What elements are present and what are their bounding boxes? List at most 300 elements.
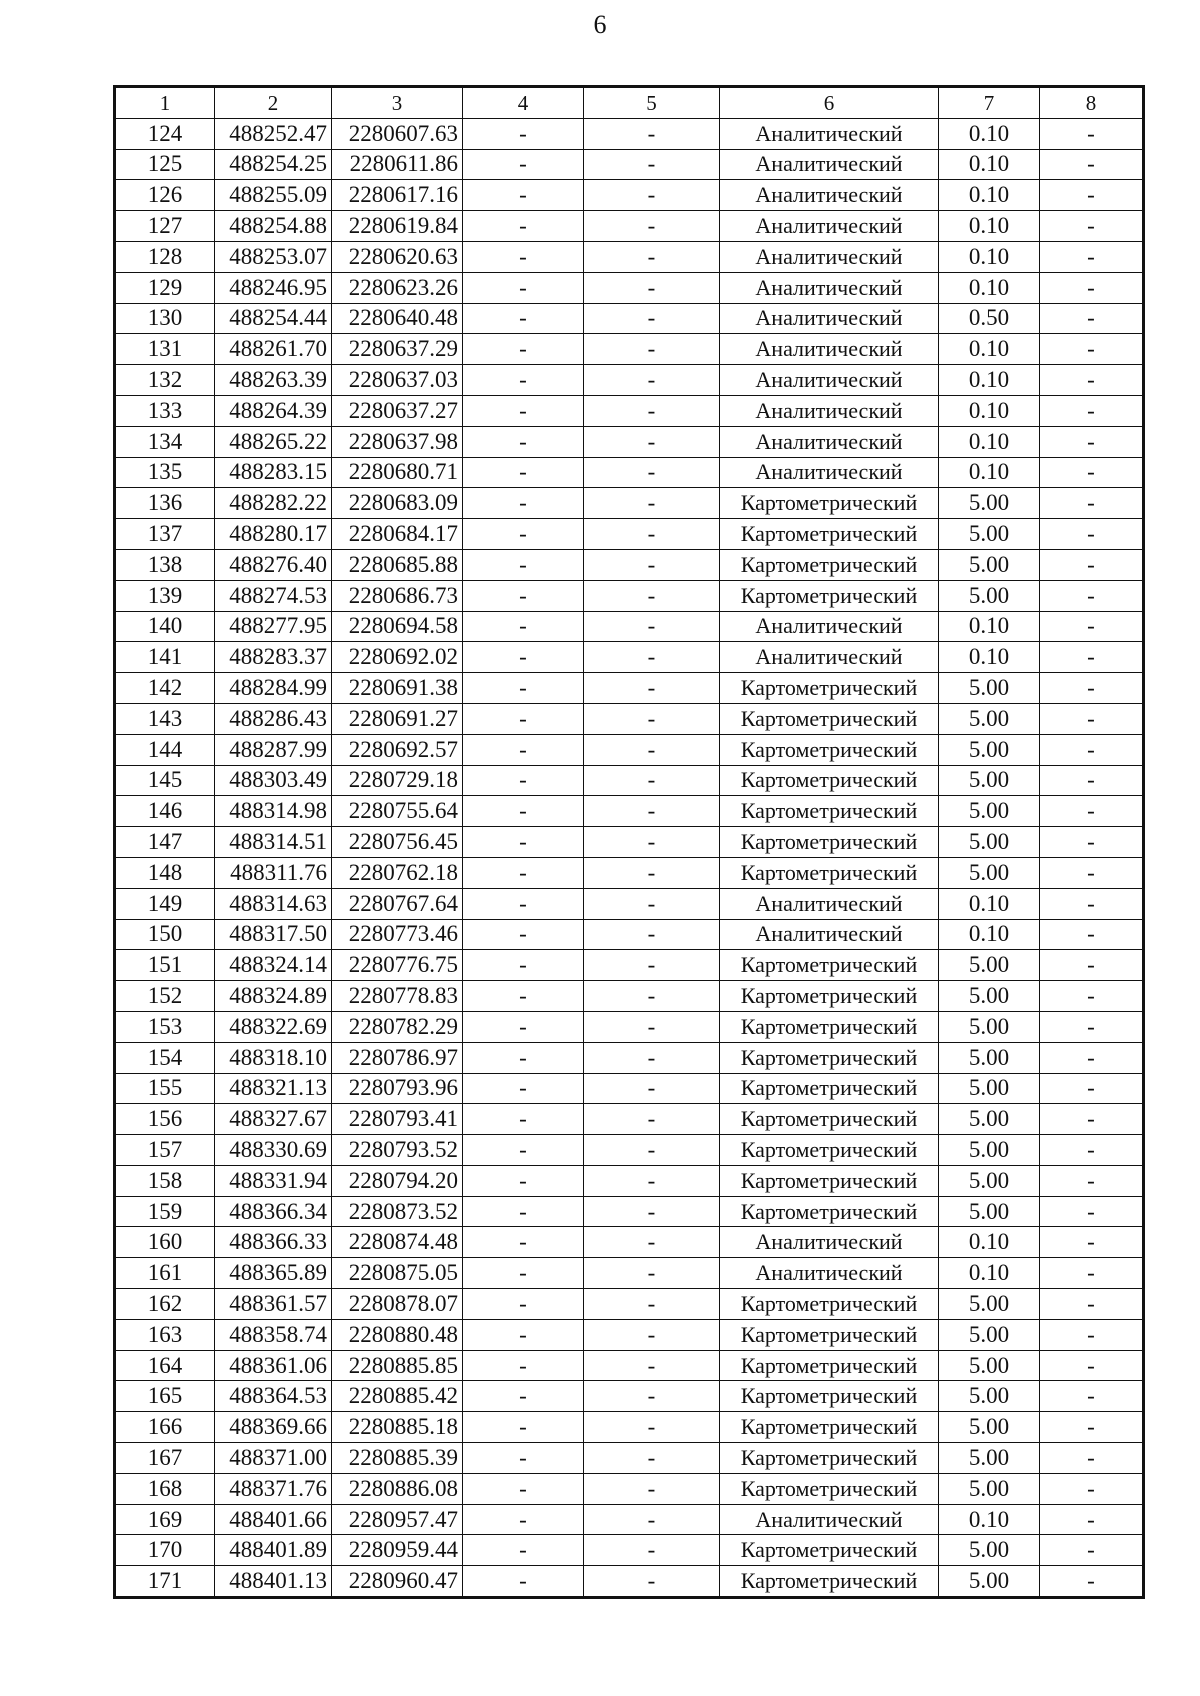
- coordinate-y-cell: 2280782.29: [332, 1011, 463, 1042]
- coordinate-x-cell: 488324.14: [215, 950, 332, 981]
- coordinate-y-cell: 2280793.96: [332, 1073, 463, 1104]
- method-cell: Картометрический: [720, 703, 939, 734]
- accuracy-cell: 5.00: [939, 549, 1040, 580]
- point-number-cell: 132: [115, 365, 215, 396]
- column-5-cell: -: [584, 1258, 720, 1289]
- accuracy-cell: 5.00: [939, 796, 1040, 827]
- column-5-cell: -: [584, 765, 720, 796]
- table-row: [115, 1566, 1144, 1598]
- coordinate-y-cell: 2280611.86: [332, 149, 463, 180]
- accuracy-cell: 0.10: [939, 118, 1040, 149]
- coordinate-x-cell: 488254.88: [215, 211, 332, 242]
- column-5-cell: -: [584, 1135, 720, 1166]
- point-number-cell: 143: [115, 703, 215, 734]
- accuracy-cell: 0.10: [939, 241, 1040, 272]
- column-header-2: 2: [215, 87, 332, 119]
- column-5-cell: -: [584, 611, 720, 642]
- coordinate-y-cell: 2280607.63: [332, 118, 463, 149]
- column-8-cell: -: [1040, 395, 1144, 426]
- accuracy-cell: 5.00: [939, 1412, 1040, 1443]
- coordinate-x-cell: 488371.76: [215, 1473, 332, 1504]
- table-row: [115, 365, 1144, 396]
- column-8-cell: -: [1040, 1104, 1144, 1135]
- coordinate-x-cell: 488311.76: [215, 857, 332, 888]
- column-5-cell: -: [584, 488, 720, 519]
- coordinate-y-cell: 2280623.26: [332, 272, 463, 303]
- coordinate-y-cell: 2280959.44: [332, 1535, 463, 1566]
- method-cell: Картометрический: [720, 857, 939, 888]
- accuracy-cell: 5.00: [939, 1350, 1040, 1381]
- table-row: [115, 673, 1144, 704]
- accuracy-cell: 0.10: [939, 211, 1040, 242]
- method-cell: Аналитический: [720, 395, 939, 426]
- column-5-cell: -: [584, 673, 720, 704]
- table-row: [115, 1443, 1144, 1474]
- column-8-cell: -: [1040, 1258, 1144, 1289]
- point-number-cell: 142: [115, 673, 215, 704]
- method-cell: Аналитический: [720, 1227, 939, 1258]
- table-row: [115, 149, 1144, 180]
- header-row: [115, 87, 1144, 119]
- column-4-cell: -: [463, 1011, 584, 1042]
- point-number-cell: 154: [115, 1042, 215, 1073]
- coordinate-x-cell: 488401.13: [215, 1566, 332, 1598]
- column-5-cell: -: [584, 1042, 720, 1073]
- table-row: [115, 1473, 1144, 1504]
- method-cell: Аналитический: [720, 334, 939, 365]
- table-row: [115, 1011, 1144, 1042]
- method-cell: Картометрический: [720, 580, 939, 611]
- column-8-cell: -: [1040, 149, 1144, 180]
- coordinate-x-cell: 488401.89: [215, 1535, 332, 1566]
- coordinate-x-cell: 488280.17: [215, 519, 332, 550]
- coordinate-x-cell: 488361.57: [215, 1289, 332, 1320]
- table-row: [115, 1258, 1144, 1289]
- coordinate-y-cell: 2280776.75: [332, 950, 463, 981]
- column-header-4: 4: [463, 87, 584, 119]
- method-cell: Картометрический: [720, 1412, 939, 1443]
- point-number-cell: 155: [115, 1073, 215, 1104]
- column-8-cell: -: [1040, 457, 1144, 488]
- method-cell: Аналитический: [720, 241, 939, 272]
- column-4-cell: -: [463, 580, 584, 611]
- column-4-cell: -: [463, 1289, 584, 1320]
- coordinate-y-cell: 2280957.47: [332, 1504, 463, 1535]
- point-number-cell: 139: [115, 580, 215, 611]
- method-cell: Аналитический: [720, 365, 939, 396]
- method-cell: Картометрический: [720, 765, 939, 796]
- column-4-cell: -: [463, 149, 584, 180]
- method-cell: Картометрический: [720, 1319, 939, 1350]
- column-5-cell: -: [584, 1073, 720, 1104]
- method-cell: Картометрический: [720, 1566, 939, 1598]
- method-cell: Аналитический: [720, 919, 939, 950]
- point-number-cell: 141: [115, 642, 215, 673]
- accuracy-cell: 0.10: [939, 888, 1040, 919]
- coordinate-x-cell: 488263.39: [215, 365, 332, 396]
- coordinate-x-cell: 488277.95: [215, 611, 332, 642]
- column-8-cell: -: [1040, 1289, 1144, 1320]
- method-cell: Картометрический: [720, 673, 939, 704]
- method-cell: Аналитический: [720, 211, 939, 242]
- method-cell: Картометрический: [720, 549, 939, 580]
- coordinate-x-cell: 488286.43: [215, 703, 332, 734]
- column-4-cell: -: [463, 611, 584, 642]
- coordinate-y-cell: 2280691.27: [332, 703, 463, 734]
- coordinate-y-cell: 2280637.98: [332, 426, 463, 457]
- column-4-cell: -: [463, 1165, 584, 1196]
- point-number-cell: 126: [115, 180, 215, 211]
- column-8-cell: -: [1040, 1566, 1144, 1598]
- coordinate-y-cell: 2280885.39: [332, 1443, 463, 1474]
- accuracy-cell: 5.00: [939, 981, 1040, 1012]
- accuracy-cell: 0.10: [939, 1504, 1040, 1535]
- method-cell: Аналитический: [720, 272, 939, 303]
- column-8-cell: -: [1040, 241, 1144, 272]
- coordinate-y-cell: 2280786.97: [332, 1042, 463, 1073]
- column-4-cell: -: [463, 1104, 584, 1135]
- table-row: [115, 549, 1144, 580]
- coordinate-x-cell: 488369.66: [215, 1412, 332, 1443]
- column-4-cell: -: [463, 303, 584, 334]
- column-8-cell: -: [1040, 1011, 1144, 1042]
- table-row: [115, 457, 1144, 488]
- point-number-cell: 144: [115, 734, 215, 765]
- accuracy-cell: 0.10: [939, 149, 1040, 180]
- column-8-cell: -: [1040, 211, 1144, 242]
- table-row: [115, 888, 1144, 919]
- coordinate-y-cell: 2280874.48: [332, 1227, 463, 1258]
- coordinate-y-cell: 2280640.48: [332, 303, 463, 334]
- column-4-cell: -: [463, 1443, 584, 1474]
- point-number-cell: 133: [115, 395, 215, 426]
- accuracy-cell: 0.10: [939, 426, 1040, 457]
- column-8-cell: -: [1040, 1535, 1144, 1566]
- method-cell: Картометрический: [720, 1042, 939, 1073]
- column-4-cell: -: [463, 1073, 584, 1104]
- accuracy-cell: 5.00: [939, 734, 1040, 765]
- coordinate-x-cell: 488365.89: [215, 1258, 332, 1289]
- accuracy-cell: 5.00: [939, 1073, 1040, 1104]
- coordinate-x-cell: 488314.63: [215, 888, 332, 919]
- table-row: [115, 857, 1144, 888]
- column-4-cell: -: [463, 1042, 584, 1073]
- column-4-cell: -: [463, 488, 584, 519]
- accuracy-cell: 5.00: [939, 488, 1040, 519]
- column-8-cell: -: [1040, 1073, 1144, 1104]
- point-number-cell: 158: [115, 1165, 215, 1196]
- table-row: [115, 395, 1144, 426]
- method-cell: Аналитический: [720, 888, 939, 919]
- accuracy-cell: 5.00: [939, 827, 1040, 858]
- point-number-cell: 149: [115, 888, 215, 919]
- column-8-cell: -: [1040, 1135, 1144, 1166]
- coordinate-y-cell: 2280683.09: [332, 488, 463, 519]
- column-4-cell: -: [463, 1196, 584, 1227]
- accuracy-cell: 5.00: [939, 1319, 1040, 1350]
- coordinate-x-cell: 488254.25: [215, 149, 332, 180]
- coordinate-y-cell: 2280620.63: [332, 241, 463, 272]
- coordinate-x-cell: 488364.53: [215, 1381, 332, 1412]
- coordinate-x-cell: 488283.15: [215, 457, 332, 488]
- column-4-cell: -: [463, 519, 584, 550]
- table-body: [115, 118, 1144, 1597]
- column-5-cell: -: [584, 1381, 720, 1412]
- method-cell: Аналитический: [720, 457, 939, 488]
- column-8-cell: -: [1040, 1350, 1144, 1381]
- column-4-cell: -: [463, 673, 584, 704]
- column-5-cell: -: [584, 1196, 720, 1227]
- column-8-cell: -: [1040, 1042, 1144, 1073]
- coordinate-y-cell: 2280694.58: [332, 611, 463, 642]
- column-4-cell: -: [463, 1350, 584, 1381]
- column-8-cell: -: [1040, 519, 1144, 550]
- column-8-cell: -: [1040, 1473, 1144, 1504]
- table-row: [115, 1535, 1144, 1566]
- column-5-cell: -: [584, 180, 720, 211]
- coordinate-y-cell: 2280886.08: [332, 1473, 463, 1504]
- accuracy-cell: 0.10: [939, 1227, 1040, 1258]
- column-5-cell: -: [584, 1104, 720, 1135]
- column-5-cell: -: [584, 211, 720, 242]
- column-8-cell: -: [1040, 827, 1144, 858]
- column-4-cell: -: [463, 241, 584, 272]
- coordinate-x-cell: 488314.51: [215, 827, 332, 858]
- coordinate-x-cell: 488327.67: [215, 1104, 332, 1135]
- method-cell: Картометрический: [720, 1135, 939, 1166]
- accuracy-cell: 0.10: [939, 180, 1040, 211]
- point-number-cell: 131: [115, 334, 215, 365]
- coordinate-x-cell: 488321.13: [215, 1073, 332, 1104]
- point-number-cell: 152: [115, 981, 215, 1012]
- coordinate-y-cell: 2280794.20: [332, 1165, 463, 1196]
- point-number-cell: 161: [115, 1258, 215, 1289]
- column-5-cell: -: [584, 1473, 720, 1504]
- method-cell: Картометрический: [720, 1104, 939, 1135]
- coordinate-y-cell: 2280875.05: [332, 1258, 463, 1289]
- coordinate-y-cell: 2280684.17: [332, 519, 463, 550]
- column-8-cell: -: [1040, 1227, 1144, 1258]
- coordinate-x-cell: 488303.49: [215, 765, 332, 796]
- column-5-cell: -: [584, 241, 720, 272]
- point-number-cell: 150: [115, 919, 215, 950]
- point-number-cell: 137: [115, 519, 215, 550]
- method-cell: Аналитический: [720, 426, 939, 457]
- coordinate-x-cell: 488254.44: [215, 303, 332, 334]
- table-row: [115, 950, 1144, 981]
- column-8-cell: -: [1040, 180, 1144, 211]
- point-number-cell: 136: [115, 488, 215, 519]
- point-number-cell: 128: [115, 241, 215, 272]
- point-number-cell: 165: [115, 1381, 215, 1412]
- table-row: [115, 981, 1144, 1012]
- point-number-cell: 134: [115, 426, 215, 457]
- column-8-cell: -: [1040, 703, 1144, 734]
- table-row: [115, 1412, 1144, 1443]
- accuracy-cell: 0.10: [939, 611, 1040, 642]
- column-header-6: 6: [720, 87, 939, 119]
- column-header-7: 7: [939, 87, 1040, 119]
- column-5-cell: -: [584, 1227, 720, 1258]
- method-cell: Картометрический: [720, 1196, 939, 1227]
- column-8-cell: -: [1040, 272, 1144, 303]
- coordinate-x-cell: 488358.74: [215, 1319, 332, 1350]
- column-5-cell: -: [584, 272, 720, 303]
- coordinate-x-cell: 488265.22: [215, 426, 332, 457]
- column-5-cell: -: [584, 149, 720, 180]
- column-8-cell: -: [1040, 118, 1144, 149]
- column-4-cell: -: [463, 334, 584, 365]
- table-row: [115, 211, 1144, 242]
- coordinate-y-cell: 2280878.07: [332, 1289, 463, 1320]
- column-5-cell: -: [584, 519, 720, 550]
- table-row: [115, 1104, 1144, 1135]
- column-8-cell: -: [1040, 673, 1144, 704]
- point-number-cell: 138: [115, 549, 215, 580]
- column-4-cell: -: [463, 457, 584, 488]
- table-row: [115, 1165, 1144, 1196]
- column-5-cell: -: [584, 857, 720, 888]
- column-5-cell: -: [584, 334, 720, 365]
- column-5-cell: -: [584, 703, 720, 734]
- column-5-cell: -: [584, 580, 720, 611]
- column-5-cell: -: [584, 981, 720, 1012]
- accuracy-cell: 5.00: [939, 1042, 1040, 1073]
- column-5-cell: -: [584, 365, 720, 396]
- method-cell: Картометрический: [720, 519, 939, 550]
- coordinate-y-cell: 2280885.18: [332, 1412, 463, 1443]
- accuracy-cell: 5.00: [939, 673, 1040, 704]
- accuracy-cell: 5.00: [939, 1473, 1040, 1504]
- column-4-cell: -: [463, 365, 584, 396]
- column-8-cell: -: [1040, 642, 1144, 673]
- column-8-cell: -: [1040, 580, 1144, 611]
- column-5-cell: -: [584, 303, 720, 334]
- column-5-cell: -: [584, 827, 720, 858]
- coordinate-y-cell: 2280755.64: [332, 796, 463, 827]
- table-row: [115, 1289, 1144, 1320]
- column-4-cell: -: [463, 1135, 584, 1166]
- coordinate-x-cell: 488366.34: [215, 1196, 332, 1227]
- column-4-cell: -: [463, 1504, 584, 1535]
- coordinate-x-cell: 488274.53: [215, 580, 332, 611]
- coordinate-y-cell: 2280756.45: [332, 827, 463, 858]
- point-number-cell: 130: [115, 303, 215, 334]
- coordinate-y-cell: 2280793.52: [332, 1135, 463, 1166]
- column-4-cell: -: [463, 1566, 584, 1598]
- point-number-cell: 166: [115, 1412, 215, 1443]
- column-header-5: 5: [584, 87, 720, 119]
- table-row: [115, 827, 1144, 858]
- point-number-cell: 125: [115, 149, 215, 180]
- coordinate-x-cell: 488264.39: [215, 395, 332, 426]
- table-row: [115, 118, 1144, 149]
- accuracy-cell: 5.00: [939, 1196, 1040, 1227]
- method-cell: Аналитический: [720, 149, 939, 180]
- accuracy-cell: 5.00: [939, 950, 1040, 981]
- coordinate-y-cell: 2280692.02: [332, 642, 463, 673]
- column-header-1: 1: [115, 87, 215, 119]
- point-number-cell: 147: [115, 827, 215, 858]
- table-row: [115, 611, 1144, 642]
- column-4-cell: -: [463, 272, 584, 303]
- accuracy-cell: 0.10: [939, 272, 1040, 303]
- point-number-cell: 162: [115, 1289, 215, 1320]
- point-number-cell: 171: [115, 1566, 215, 1598]
- table-row: [115, 1381, 1144, 1412]
- coordinate-y-cell: 2280762.18: [332, 857, 463, 888]
- table-row: [115, 765, 1144, 796]
- column-4-cell: -: [463, 1227, 584, 1258]
- table-row: [115, 1319, 1144, 1350]
- point-number-cell: 156: [115, 1104, 215, 1135]
- column-4-cell: -: [463, 734, 584, 765]
- column-8-cell: -: [1040, 1196, 1144, 1227]
- accuracy-cell: 0.10: [939, 457, 1040, 488]
- method-cell: Аналитический: [720, 1258, 939, 1289]
- coordinate-x-cell: 488276.40: [215, 549, 332, 580]
- point-number-cell: 164: [115, 1350, 215, 1381]
- point-number-cell: 168: [115, 1473, 215, 1504]
- point-number-cell: 170: [115, 1535, 215, 1566]
- accuracy-cell: 0.10: [939, 919, 1040, 950]
- column-8-cell: -: [1040, 334, 1144, 365]
- column-8-cell: -: [1040, 950, 1144, 981]
- column-8-cell: -: [1040, 765, 1144, 796]
- coordinates-table: [113, 85, 1145, 1599]
- table-row: [115, 1073, 1144, 1104]
- table-row: [115, 334, 1144, 365]
- method-cell: Картометрический: [720, 796, 939, 827]
- method-cell: Картометрический: [720, 1289, 939, 1320]
- method-cell: Картометрический: [720, 1535, 939, 1566]
- accuracy-cell: 0.10: [939, 334, 1040, 365]
- column-8-cell: -: [1040, 1412, 1144, 1443]
- accuracy-cell: 5.00: [939, 1104, 1040, 1135]
- point-number-cell: 163: [115, 1319, 215, 1350]
- coordinate-x-cell: 488284.99: [215, 673, 332, 704]
- column-5-cell: -: [584, 919, 720, 950]
- method-cell: Аналитический: [720, 642, 939, 673]
- method-cell: Картометрический: [720, 981, 939, 1012]
- accuracy-cell: 5.00: [939, 703, 1040, 734]
- column-8-cell: -: [1040, 365, 1144, 396]
- table-row: [115, 488, 1144, 519]
- coordinate-x-cell: 488331.94: [215, 1165, 332, 1196]
- method-cell: Картометрический: [720, 1165, 939, 1196]
- column-5-cell: -: [584, 426, 720, 457]
- coordinate-y-cell: 2280619.84: [332, 211, 463, 242]
- point-number-cell: 151: [115, 950, 215, 981]
- coordinate-x-cell: 488246.95: [215, 272, 332, 303]
- coordinate-x-cell: 488282.22: [215, 488, 332, 519]
- column-4-cell: -: [463, 703, 584, 734]
- table-row: [115, 426, 1144, 457]
- table-row: [115, 734, 1144, 765]
- coordinate-y-cell: 2280617.16: [332, 180, 463, 211]
- point-number-cell: 129: [115, 272, 215, 303]
- method-cell: Картометрический: [720, 950, 939, 981]
- table-row: [115, 642, 1144, 673]
- column-5-cell: -: [584, 1011, 720, 1042]
- table-row: [115, 241, 1144, 272]
- column-5-cell: -: [584, 1443, 720, 1474]
- method-cell: Аналитический: [720, 1504, 939, 1535]
- table-row: [115, 580, 1144, 611]
- column-8-cell: -: [1040, 1504, 1144, 1535]
- column-5-cell: -: [584, 642, 720, 673]
- coordinate-y-cell: 2280885.85: [332, 1350, 463, 1381]
